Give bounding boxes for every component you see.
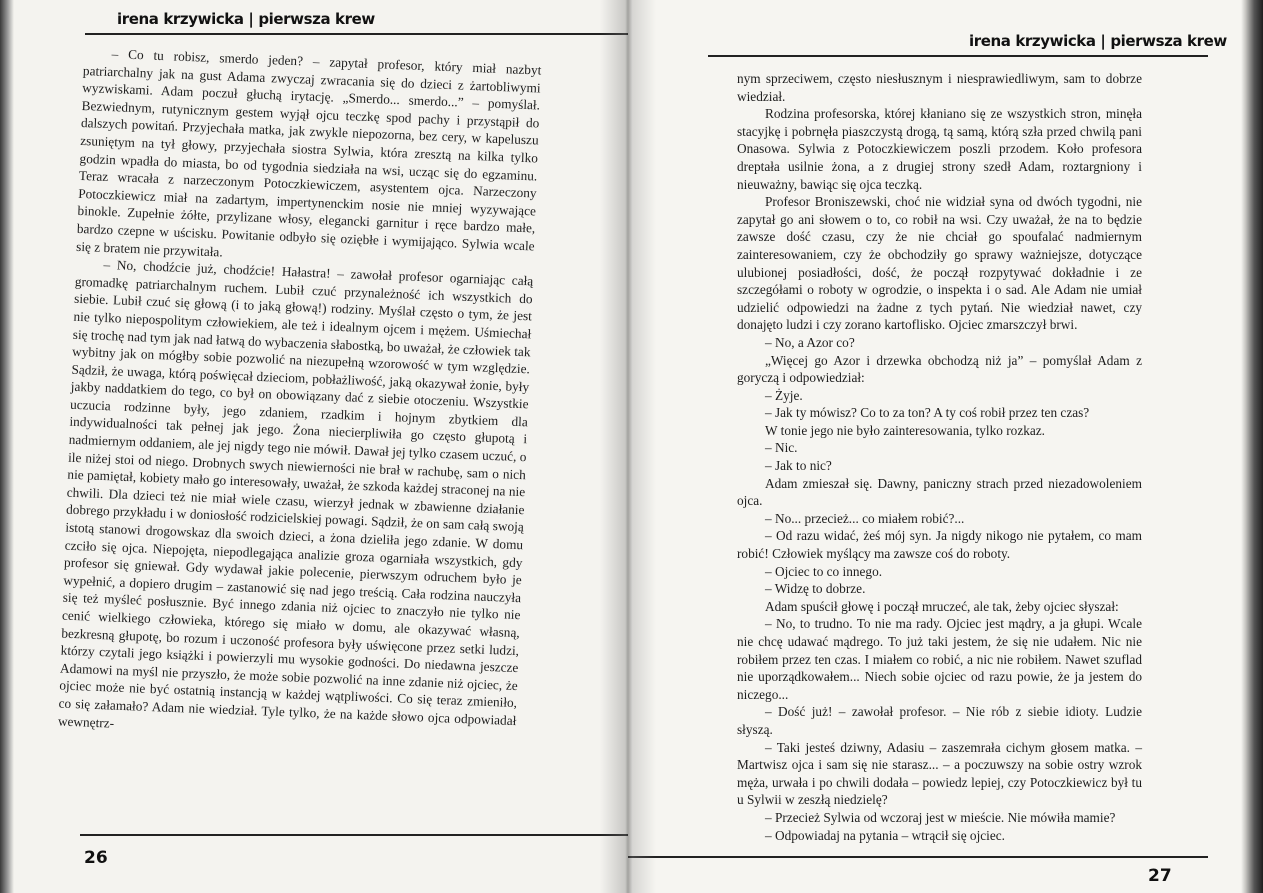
footer-rule [80, 834, 628, 836]
page-number: 26 [84, 848, 108, 868]
paragraph: – Od razu widać, żeś mój syn. Ja nigdy nikogo nie pytałem, co mam robić! Człowiek myślący ma zawsze coś do roboty. [737, 528, 1142, 562]
page-edge-shadow [1241, 0, 1263, 893]
page-edge-shadow [0, 0, 14, 893]
page-number: 27 [1148, 866, 1172, 886]
paragraph: Profesor Broniszewski, choć nie widział syna od dwóch tygodni, nie zapytał go ani słowem o to, co robił na wsi. Czy uważał, że na to będzie zawsze dość czasu, czy że nie chciał go spoufalać nadmiernym zainteresowaniem, czy że obchodziły go sprawy ważniejsze, dotyczące ulubionej posiadłości, dość, że począł rozpytywać dokładnie i ze szczegółami o roboty w ogrodzie, o inspekta i o sad. Ale Adam nie umiał udzielić odpowiedzi na żadne z tych pytań. Nie wiedział nawet, czy donajęto ludzi i czy zorano kartoflisko. Ojciec zmarszczył brwi. [737, 194, 1142, 333]
paragraph: – Taki jesteś dziwny, Adasiu – zaszemrała cichym głosem matka. – Martwisz ojca i sam się nie starasz... – a poczuwszy na sobie ostry wzrok męża, urwała i po chwili dodała – powiedz lepiej, czy Potoczkiewicz był tu u Sylwii w zeszłą niedzielę? [737, 739, 1142, 808]
paragraph: – Co tu robisz, smerdo jeden? – zapytał profesor, który miał nazbyt patriarchalny jak na gust Adama zwyczaj zwracania się do dzieci z żartobliwymi wyzwiskami. Adam poczuł głuchą irytację. „Smerdo... smerdo...” – pomyślał. Bezwiednym, rutynicznym gestem wyjął ojcu teczkę spod pachy i przystąpił do dalszych powitań. Przyjechała matka, jak zwykle niepozorna, bez cery, w kapeluszu zsuniętym na tył głowy, przyjechała siostra Sylwia, która zresztą na kilka tylko godzin wpadła do miasta, bo od tygodnia siedziała na wsi, ucząc się do egzaminu. Teraz wracała z narzeczonym Potoczkiewiczem, asystentem ojca. Narzeczony Potoczkiewicz miał na zadartym, impertynenckim nosie nie mniej wyzywające binokle. Zupełnie żółte, przylizane włosy, elegancki garnitur i ręce bardzo małe, bardzo czepne w uścisku. Powitanie odbyło się oziębłe i wymijająco. Sylwia wcale się z bratem nie przywitała. [75, 46, 542, 260]
paragraph: – No, chodźcie już, chodźcie! Hałastra! – zawołał profesor ogarniając całą gromadkę patriarchalnym ruchem. Lubił czuć przynależność ich wszystkich do siebie. Lubił czuć się głową (i to jaką głową!) rodziny. Myślał często o tym, że jest nie tylko niepospolitym człowiekiem, ale też i idealnym ojcem i mężem. Uśmiechał się trochę nad tym jak nad łatwą do wybaczenia słabostką, bo uważał, że człowiek tak wybitny jak on mógłby sobie pozwolić na niezupełną wzorowość w tym względzie. Sądził, że uwaga, którą poświęcał dzieciom, pobłażliwość, jaką okazywał żonie, były jakby naddatkiem do tego, co był on obowiązany dać z siebie otoczeniu. Wszystkie uczucia rodzinne były, jego zdaniem, rzadkim i hojnym zbytkiem dla indywidualności tak pełnej jak jego. Żona niecierpliwiła go często głupotą i nadmiernym oddaniem, ale jej nigdy tego nie mówił. Dawał jej tylko czasem uczuć, o ile niżej stoi od niego. Drobnych swych niewierności nie brał w rachubę, sam o nich nie pamiętał, kobiety mało go interesowały, uważał, że szkoda każdej straconej na nie chwili. Dla dzieci też nie miał wiele czasu, wierzył jednak w zbawienne działanie dobrego przykładu i w doniosłość rodzicielskiej powagi. Sądził, że on sam całą swoją istotą stanowi drogowskaz dla swoich dzieci, a żona dzieliła jego zdanie. W domu czciło się ojca. Niepojęta, niepodlegająca analizie groza ogarniała wszystkich, gdy profesor się gniewał. Gdy wydawał jakie polecenie, pierwszym odruchem było je wypełnić, a dopiero drugim – zastanowić się nad jego treścią. Cała rodzina nauczyła się też myśleć posłusznie. Być innego zdania niż ojciec to znaczyło nie tylko nie cenić wielkiego człowieka, którego się miało w domu, ale okazywać własną, bezkresną głupotę, bo rozum i uczoność profesora były uświęcone przez setki ludzi, którzy czytali jego książki i powierzyli mu wysokie godności. Do niedawna jeszcze Adamowi na myśl nie przyszło, że może sobie pozwolić na inne zdanie niż ojciec, że ojciec może nie być ostatnią instancją w każdej wątpliwości. Co się teraz zmieniło, co się załamało? Adam nie wiedział. Tyle tylko, że na każde słowo ojca odpowiadał wewnętrz- [57, 257, 534, 731]
paragraph: – Ojciec to co innego. [765, 563, 883, 579]
running-header: irena krzywicka | pierwsza krew [117, 10, 375, 28]
paragraph: – No... przecież... co miałem robić?... [765, 510, 965, 526]
paragraph: – Nic. [765, 440, 798, 456]
left-page [0, 0, 628, 893]
paragraph: – Odpowiadaj na pytania – wtrącił się ojciec. [765, 827, 1005, 843]
paragraph: – Jak to nic? [765, 458, 832, 474]
paragraph: Adam zmieszał się. Dawny, paniczny strach przed niezadowoleniem ojca. [737, 475, 1142, 509]
paragraph: Adam spuścił głowę i począł mruczeć, ale tak, żeby ojciec słyszał: [765, 598, 1119, 614]
footer-rule [628, 856, 1208, 858]
paragraph: – Żyje. [765, 387, 803, 403]
paragraph: – No, to trudno. To nie ma rady. Ojciec jest mądry, a ja głupi. Wcale nie chcę udawać mądrego. To już taki jestem, że się nie udałem. Nic nie robiłem przez ten czas. I miałem co robić, a nic nie robiłem. Nawet szuflad nie uporządkowałem... Niech sobie ojciec od razu powie, że ja jestem do niczego... [737, 616, 1142, 702]
body-text [58, 44, 542, 747]
header-rule [85, 33, 628, 35]
paragraph: Rodzina profesorska, której kłaniano się ze wszystkich stron, minęła stacyjkę i pobrnęła piaszczystą drogą, tą samą, którą szła przed chwilą pani Onasowa. Sylwia z Potoczkiewiczem poszli przodem. Koło profesora dreptała usilnie żona, a z drugiej strony szedł Adam, roztargniony i nieuważny, bawiąc się ojca teczką. [737, 106, 1142, 192]
paragraph: – No, a Azor co? [765, 334, 855, 350]
paragraph: W tonie jego nie było zainteresowania, tylko rozkaz. [765, 422, 1046, 438]
paragraph: „Więcej go Azor i drzewka obchodzą niż ja” – pomyślał Adam z goryczą i odpowiedział: [737, 352, 1142, 386]
paragraph: nym sprzeciwem, często niesłusznym i niesprawiedliwym, sam to dobrze wiedział. [737, 71, 1142, 104]
paragraph: – Jak ty mówisz? Co to za ton? A ty coś robił przez ten czas? [765, 405, 1090, 421]
body-text [737, 70, 1142, 844]
header-rule [708, 55, 1208, 57]
paragraph: – Widzę to dobrze. [765, 581, 866, 597]
paragraph: – Dość już! – zawołał profesor. – Nie rób z siebie idioty. Ludzie słyszą. [737, 704, 1142, 737]
paragraph: – Przecież Sylwia od wczoraj jest w mieście. Nie mówiła mamie? [765, 809, 1116, 825]
running-header: irena krzywicka | pierwsza krew [969, 32, 1227, 50]
